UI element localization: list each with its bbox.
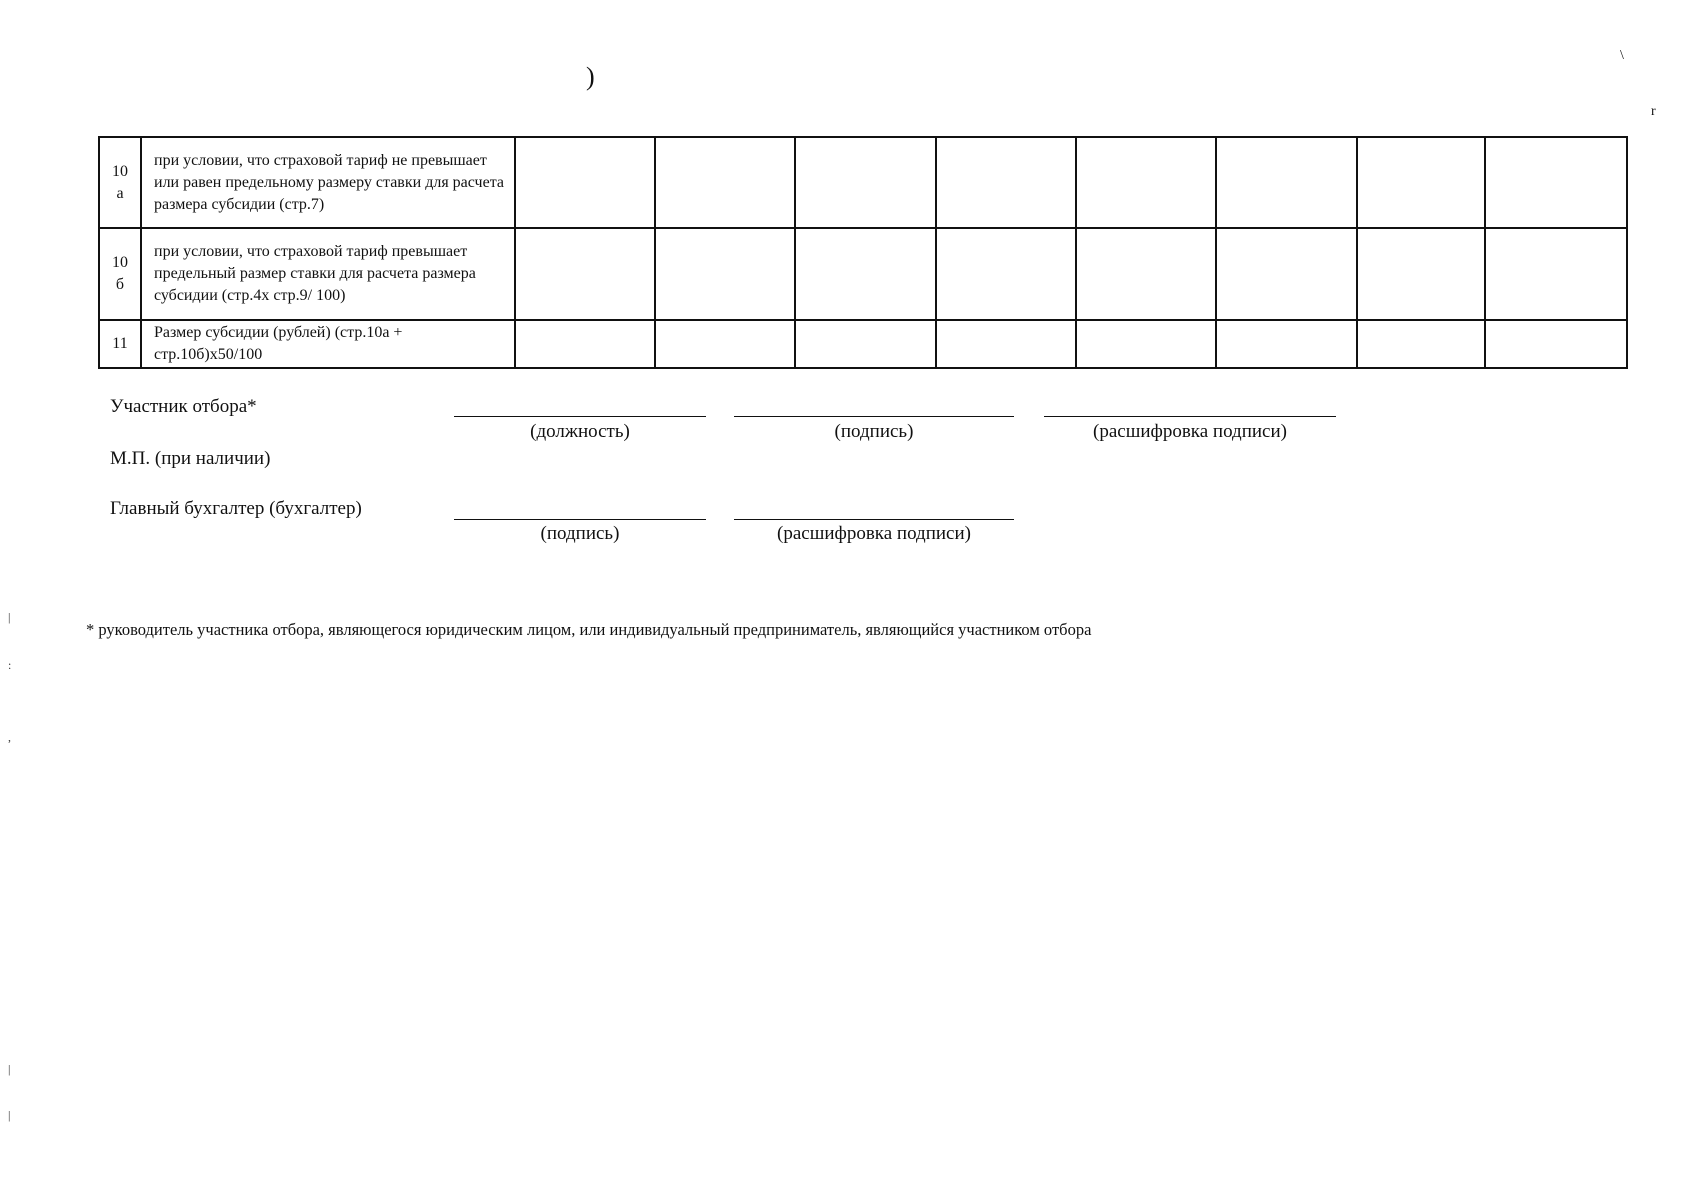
signature-caption: (подпись) [834,421,914,442]
row-number: 10 б [99,228,141,320]
row-description: при условии, что страховой тариф не превышает или равен предельному размеру ставки для расчета размера субсидии (стр.7) [141,137,515,228]
position-caption: (должность) [530,421,630,442]
value-cell[interactable] [795,228,936,320]
scan-edge-mark: | [8,610,11,624]
signature-line[interactable] [734,416,1014,417]
margin-mark: r [1651,104,1656,119]
row-number: 10 а [99,137,141,228]
value-cell[interactable] [1485,320,1627,368]
value-cell[interactable] [936,228,1076,320]
subsidy-calculation-table [98,136,1628,369]
scan-edge-mark: : [8,658,12,672]
participant-label: Участник отбора* [110,396,257,417]
table-row [99,137,1627,228]
row-number: 11 [99,320,141,368]
value-cell[interactable] [1076,320,1216,368]
value-cell[interactable] [795,320,936,368]
margin-mark: \ [1620,48,1624,63]
value-cell[interactable] [655,228,795,320]
scan-edge-mark: | [8,1108,11,1122]
value-cell[interactable] [795,137,936,228]
stray-parenthesis: ) [586,62,595,91]
value-cell[interactable] [655,320,795,368]
accountant-signature-line[interactable] [454,519,706,520]
value-cell[interactable] [936,137,1076,228]
accountant-label: Главный бухгалтер (бухгалтер) [110,498,362,519]
value-cell[interactable] [1357,320,1485,368]
accountant-decoding-caption: (расшифровка подписи) [777,523,971,544]
table-row [99,228,1627,320]
accountant-signature-caption: (подпись) [540,523,620,544]
value-cell[interactable] [515,137,655,228]
value-cell[interactable] [1216,137,1357,228]
value-cell[interactable] [1076,228,1216,320]
footnote: * руководитель участника отбора, являющегося юридическим лицом, или индивидуальный предприниматель, являющийся участником отбора [86,620,1092,639]
value-cell[interactable] [1216,320,1357,368]
table-row [99,320,1627,368]
position-line[interactable] [454,416,706,417]
accountant-decoding-line[interactable] [734,519,1014,520]
decoding-caption: (расшифровка подписи) [1093,421,1287,442]
scan-edge-mark: , [8,730,11,744]
decoding-line[interactable] [1044,416,1336,417]
value-cell[interactable] [515,320,655,368]
value-cell[interactable] [655,137,795,228]
row-description: при условии, что страховой тариф превышает предельный размер ставки для расчета размера субсидии (стр.4х стр.9/ 100) [141,228,515,320]
stamp-label: М.П. (при наличии) [110,448,271,469]
value-cell[interactable] [515,228,655,320]
value-cell[interactable] [936,320,1076,368]
value-cell[interactable] [1076,137,1216,228]
row-description: Размер субсидии (рублей) (стр.10а + стр.10б)х50/100 [141,320,515,368]
scan-edge-mark: | [8,1062,11,1076]
value-cell[interactable] [1485,228,1627,320]
value-cell[interactable] [1357,137,1485,228]
value-cell[interactable] [1216,228,1357,320]
value-cell[interactable] [1357,228,1485,320]
value-cell[interactable] [1485,137,1627,228]
